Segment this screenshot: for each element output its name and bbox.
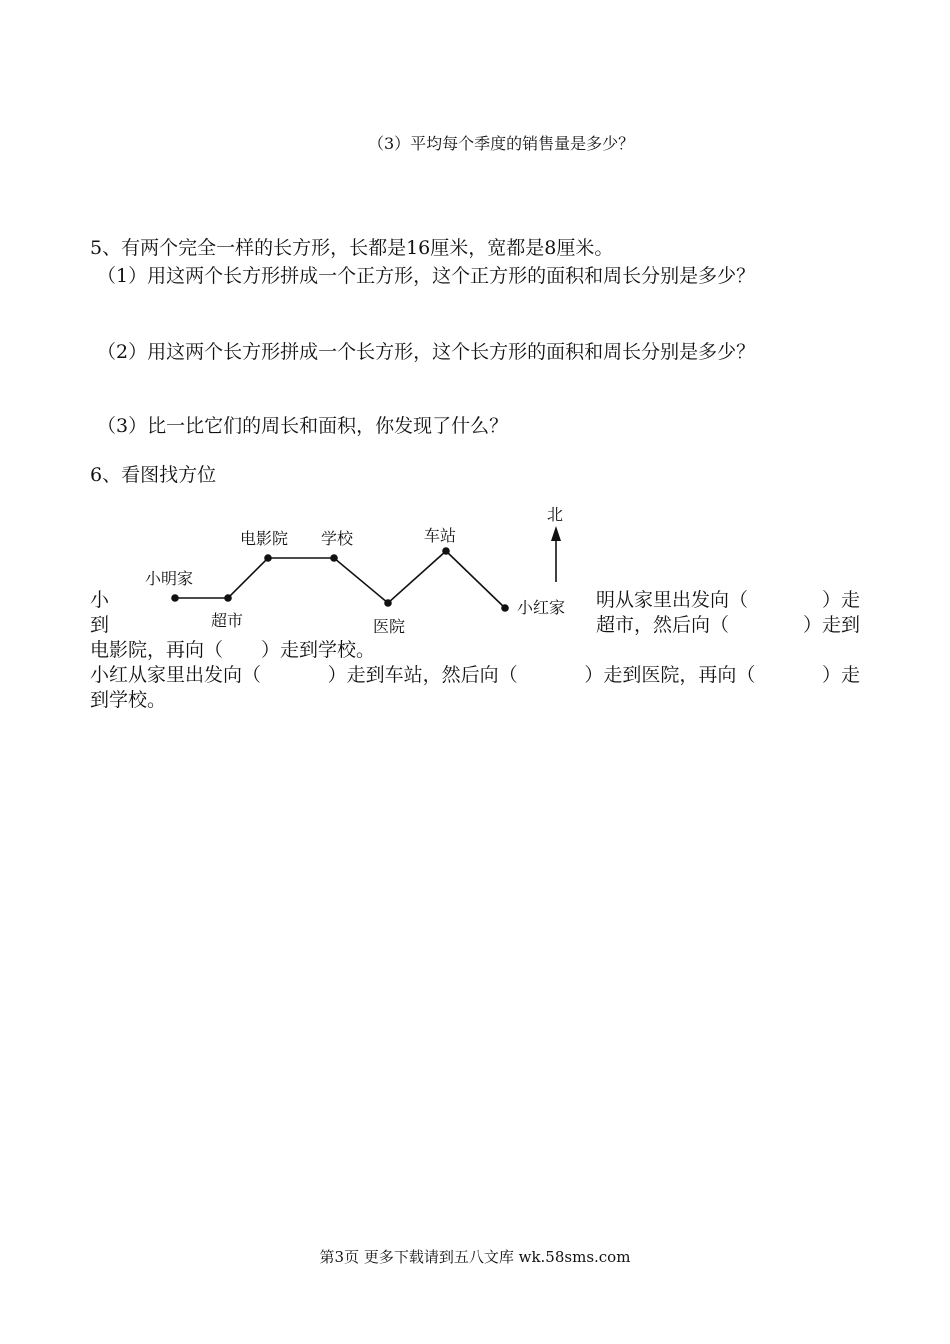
node-xiaohong-home [501, 604, 509, 612]
section-5-question-3: （3）比一比它们的周长和面积，你发现了什么？ [97, 415, 509, 437]
node-cinema [264, 554, 272, 562]
question-3-average: （3）平均每个季度的销售量是多少？ [368, 134, 635, 153]
node-school [330, 554, 338, 562]
q2-line1 [90, 663, 860, 688]
q1-line3: 电影院，再向（ ）走到学校。 [90, 639, 376, 661]
q2-line2: 到学校。 [90, 689, 167, 711]
q1-lead-char: 小 [90, 589, 110, 611]
node-hospital [384, 599, 392, 607]
q1-line1-right [596, 588, 860, 613]
label-supermarket: 超市 [211, 611, 244, 630]
label-xiaohong-home: 小红家 [517, 598, 566, 617]
label-station: 车站 [424, 526, 457, 545]
north-label: 北 [547, 505, 564, 524]
q1-line2-left-part: 超市，然后向（ [596, 614, 730, 636]
section-5-question-2: （2）用这两个长方形拼成一个长方形，这个长方形的面积和周长分别是多少？ [97, 341, 756, 363]
label-xiaoming-home: 小明家 [145, 569, 194, 588]
q1-line1-right-part: ）走 [821, 589, 860, 611]
page-footer: 第3页 更多下载请到五八文库 wk.58sms.com [319, 1248, 631, 1266]
label-school: 学校 [321, 529, 354, 548]
q2-part-4: ）走 [821, 664, 860, 686]
node-xiaoming-home [171, 594, 179, 602]
node-station [442, 547, 450, 555]
label-cinema: 电影院 [240, 529, 289, 548]
label-hospital: 医院 [373, 617, 406, 636]
q2-part-2: ）走到车站，然后向（ [327, 664, 518, 686]
q1-line2-right [596, 613, 860, 638]
q1-lead2-char: 到 [90, 614, 110, 636]
q2-part-1: 小红从家里出发向（ [90, 664, 262, 686]
q1-line1-left-part: 明从家里出发向（ [596, 589, 749, 611]
node-supermarket [224, 594, 232, 602]
section-5-question-1: （1）用这两个长方形拼成一个正方形，这个正方形的面积和周长分别是多少？ [97, 265, 756, 287]
section-6-title: 6、看图找方位 [90, 464, 217, 486]
section-5-title: 5、有两个完全一样的长方形，长都是16厘米，宽都是8厘米。 [90, 237, 614, 259]
q2-part-3: ）走到医院，再向（ [584, 664, 756, 686]
q1-line2-right-part: ）走到 [802, 614, 860, 636]
north-arrow-head [551, 526, 561, 541]
